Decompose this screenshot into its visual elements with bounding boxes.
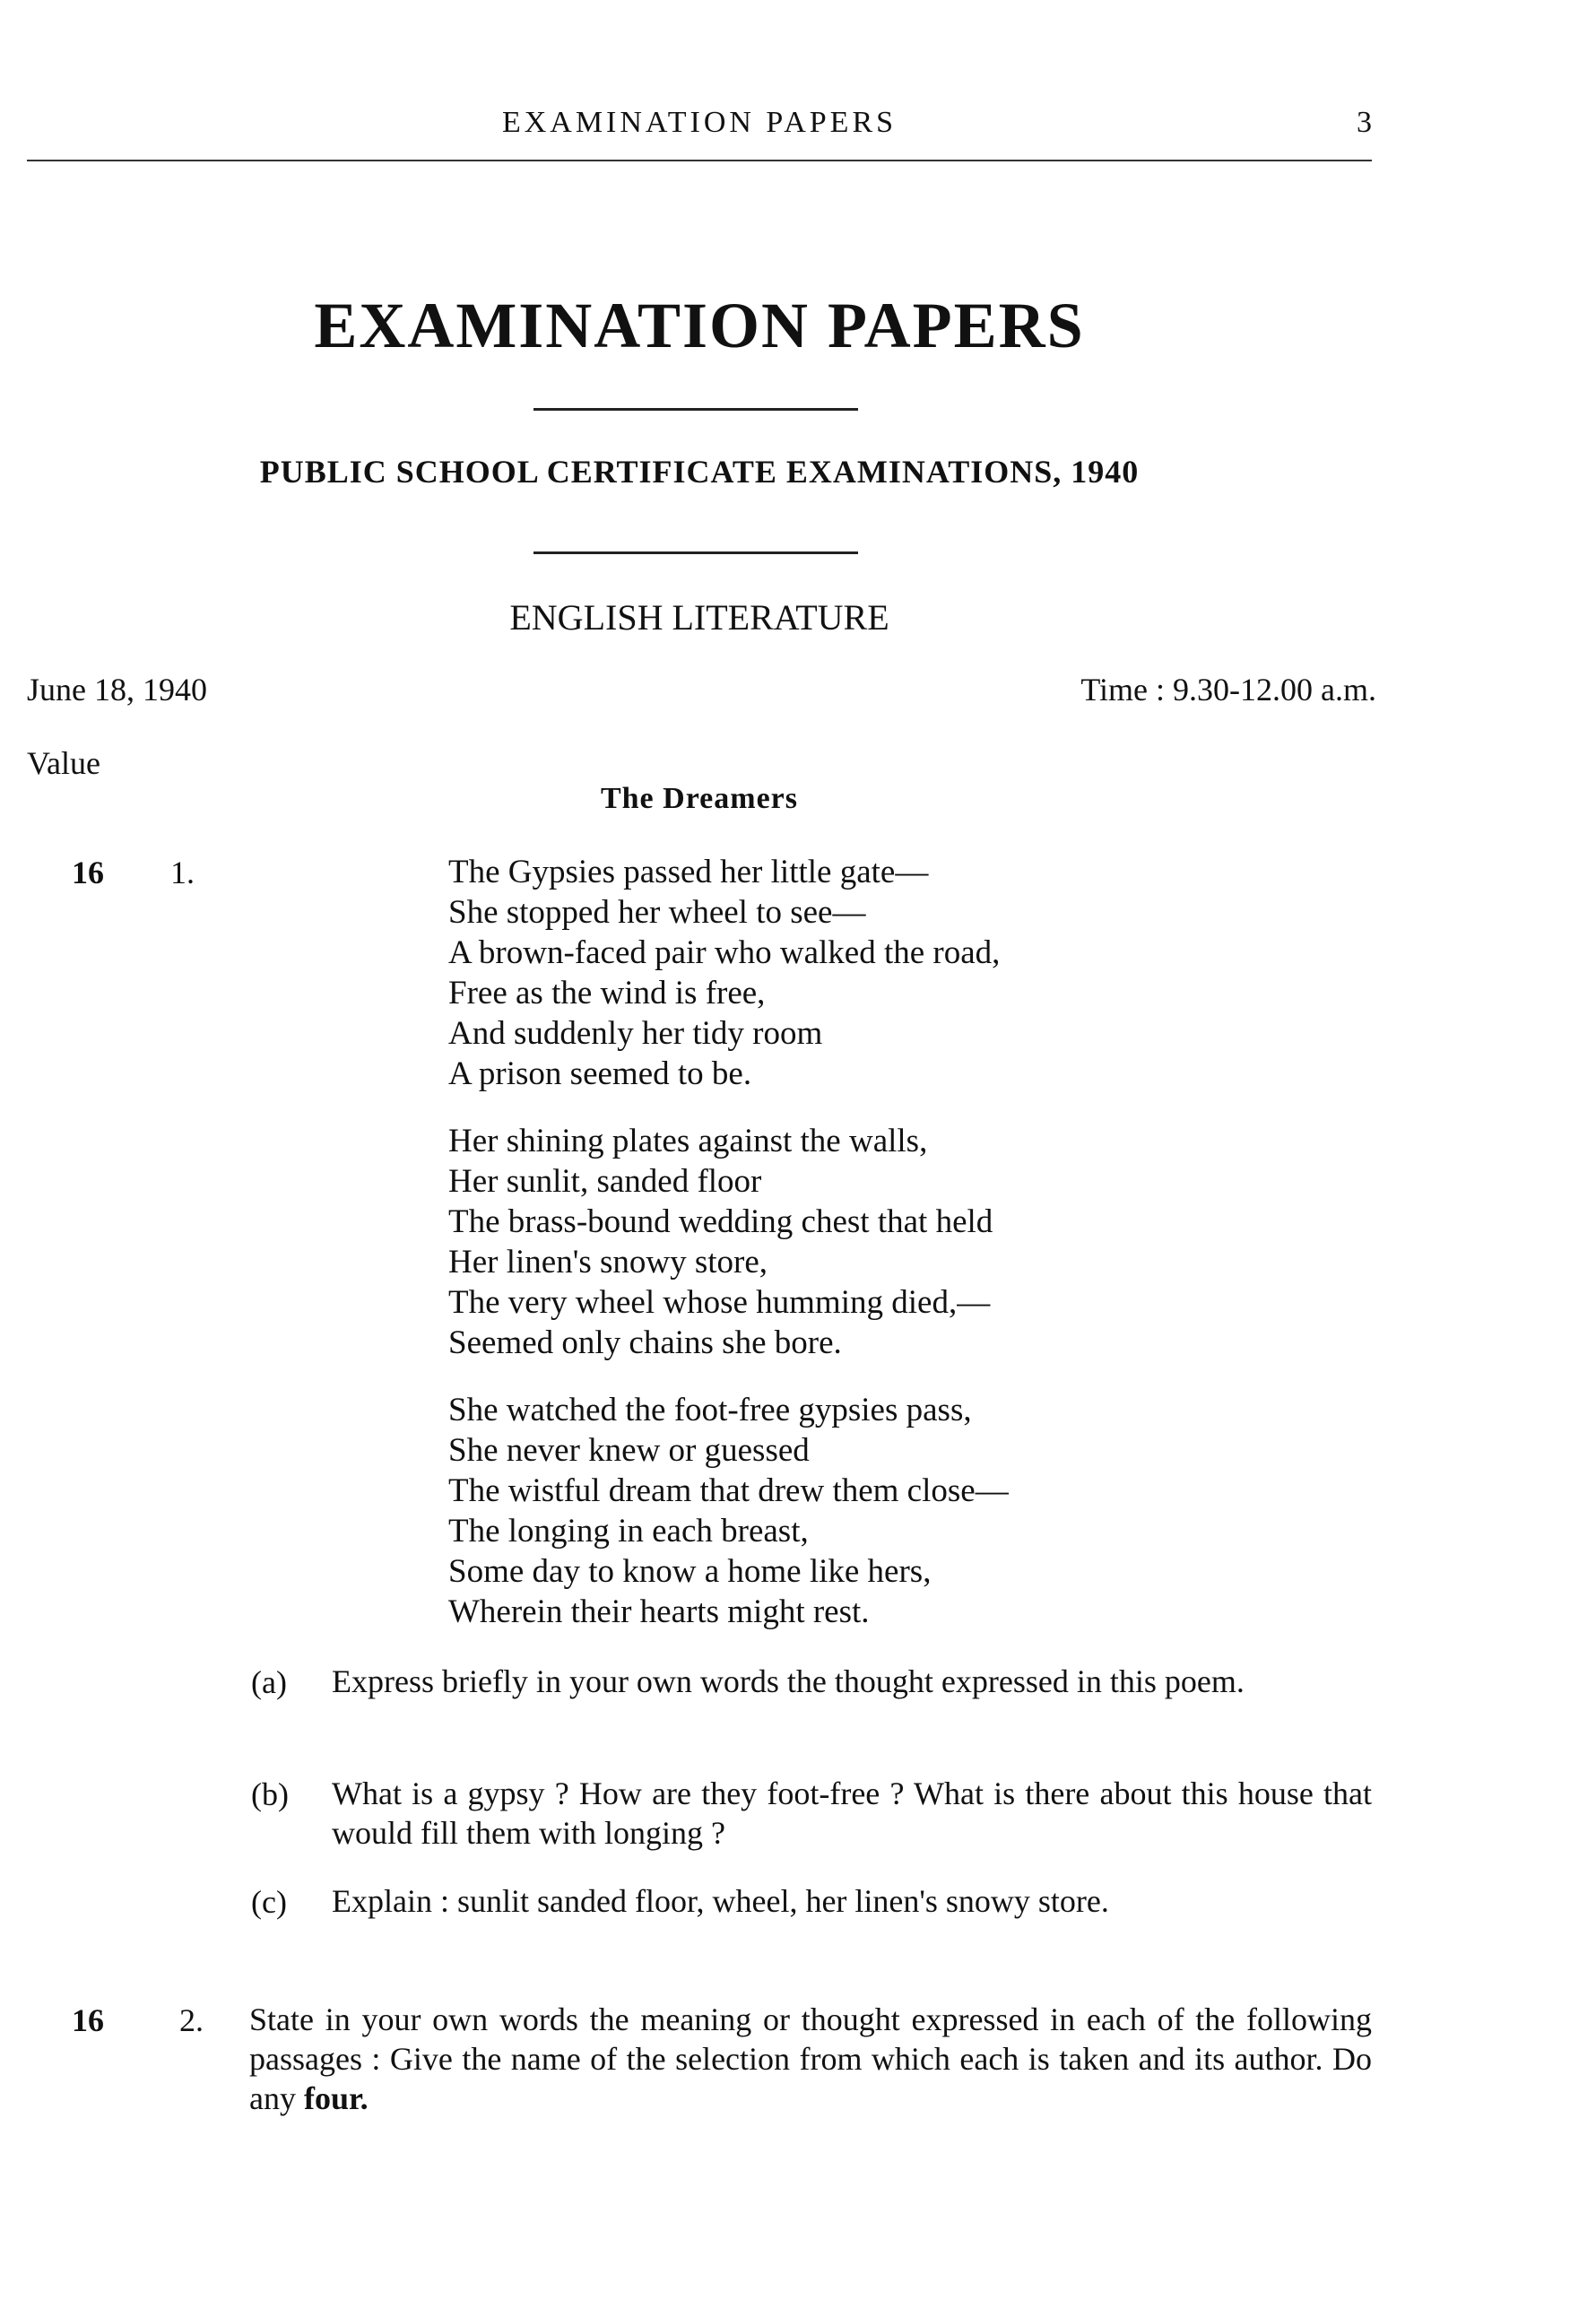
subject-heading: ENGLISH LITERATURE xyxy=(509,597,889,638)
sub-question-text: What is a gypsy ? How are they foot-free ? What is there about this house that would fill them with longing ? xyxy=(332,1775,1372,1851)
poem-line: The brass-bound wedding chest that held xyxy=(448,1203,993,1240)
running-header-title: EXAMINATION PAPERS xyxy=(501,106,898,139)
poem-line: Her sunlit, sanded floor xyxy=(448,1163,762,1200)
exam-subtitle: PUBLIC SCHOOL CERTIFICATE EXAMINATIONS, 1940 xyxy=(259,454,1140,490)
poem-line: She watched the foot-free gypsies pass, xyxy=(448,1392,972,1428)
page-number: 3 xyxy=(1357,106,1372,139)
exam-date: June 18, 1940 xyxy=(27,672,207,708)
sub-question-label: (b) xyxy=(251,1776,289,1812)
poem-line: She never knew or guessed xyxy=(448,1432,810,1469)
question-number: 2. xyxy=(179,2002,204,2038)
question-number: 1. xyxy=(170,855,195,890)
exam-time: Time : 9.30-12.00 a.m. xyxy=(1080,672,1376,708)
page-title: EXAMINATION PAPERS xyxy=(314,290,1085,361)
poem-line: The longing in each breast, xyxy=(448,1513,809,1550)
poem-stanza xyxy=(448,1390,1009,1632)
poem-line: Seemed only chains she bore. xyxy=(448,1324,842,1361)
poem-stanza xyxy=(448,852,1000,1094)
value-label: Value xyxy=(27,745,100,781)
subtitle-rule xyxy=(533,551,858,554)
poem-line: A prison seemed to be. xyxy=(448,1055,752,1092)
poem-line: A brown-faced pair who walked the road, xyxy=(448,934,1001,971)
poem-line: Some day to know a home like hers, xyxy=(448,1553,932,1590)
poem-line: And suddenly her tidy room xyxy=(448,1015,823,1052)
question-text-emphasis: four. xyxy=(303,2080,369,2116)
poem-line: Wherein their hearts might rest. xyxy=(448,1593,870,1630)
poem-title: The Dreamers xyxy=(600,782,799,815)
header-rule xyxy=(27,160,1372,161)
sub-question-text: Explain : sunlit sanded floor, wheel, her linen's snowy store. xyxy=(332,1883,1109,1919)
poem-line: The very wheel whose humming died,— xyxy=(448,1284,991,1321)
question-text-body: State in your own words the meaning or thought expressed in each of the following passages : Give the name of the selection from which each is taken and its author. Do any xyxy=(249,2001,1372,2116)
question-text xyxy=(249,2000,1372,2118)
title-rule xyxy=(533,408,858,411)
sub-question-text: Express briefly in your own words the thought expressed in this poem. xyxy=(332,1663,1245,1699)
sub-question-label: (c) xyxy=(251,1884,287,1920)
poem-line: Her linen's snowy store, xyxy=(448,1244,768,1281)
question-value: 16 xyxy=(72,2002,104,2038)
poem-line: The Gypsies passed her little gate— xyxy=(448,854,929,890)
poem-line: The wistful dream that drew them close— xyxy=(448,1472,1009,1509)
poem-line: Free as the wind is free, xyxy=(448,975,766,1011)
poem-stanza xyxy=(448,1121,993,1363)
question-value: 16 xyxy=(72,855,104,890)
sub-question-label: (a) xyxy=(251,1664,287,1700)
poem-line: Her shining plates against the walls, xyxy=(448,1123,928,1159)
poem-line: She stopped her wheel to see— xyxy=(448,894,866,931)
